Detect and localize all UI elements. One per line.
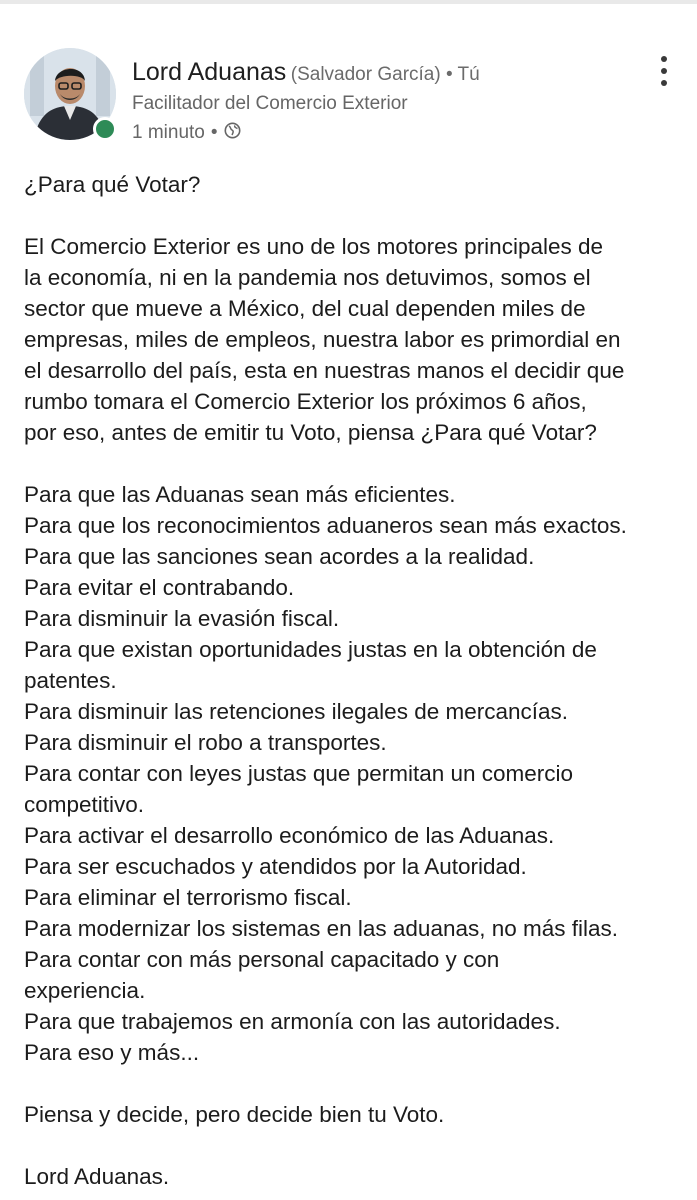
reason-line: Para que trabajemos en armonía con las autoridades. [24,1009,561,1034]
paragraph-line: el desarrollo del país, esta en nuestras manos el decidir que [24,358,625,383]
reason-line: Para modernizar los sistemas en las aduanas, no más filas. [24,916,619,941]
reason-line: Para que las sanciones sean acordes a la realidad. [24,544,535,569]
paragraph-line: El Comercio Exterior es uno de los motores principales de [24,234,604,259]
post-header [24,48,674,144]
reason-line: competitivo. [24,792,145,817]
post-body [24,169,686,1192]
signature: Lord Aduanas. [24,1164,170,1189]
reason-line: Para contar con más personal capacitado y con [24,947,500,972]
reason-line: Para disminuir las retenciones ilegales de mercancías. [24,699,569,724]
author-line[interactable] [132,58,480,87]
globe-icon [224,122,241,145]
paragraph-line: empresas, miles de empleos, nuestra labor es primordial en [24,327,621,352]
more-vertical-icon-dot [661,56,667,62]
reason-line: Para eso y más... [24,1040,200,1065]
post-time: 1 minuto [132,121,205,143]
paragraph-line: rumbo tomara el Comercio Exterior los próximos 6 años, [24,389,587,414]
paragraph-line: sector que mueve a México, del cual dependen miles de [24,296,586,321]
closing-line: Piensa y decide, pero decide bien tu Voto. [24,1102,445,1127]
more-vertical-icon-dot [661,80,667,86]
reason-line: Para disminuir el robo a transportes. [24,730,387,755]
online-status-indicator [93,117,117,141]
author-name[interactable]: Lord Aduanas [132,58,287,86]
reasons-list [24,479,686,1068]
reason-line: Para activar el desarrollo económico de las Aduanas. [24,823,555,848]
more-vertical-icon-dot [661,68,667,74]
reason-line: patentes. [24,668,117,693]
reason-line: Para que las Aduanas sean más eficientes. [24,482,456,507]
reason-line: Para disminuir la evasión fiscal. [24,606,340,631]
reason-line: Para contar con leyes justas que permitan un comercio [24,761,574,786]
reason-line: Para que existan oportunidades justas en la obtención de [24,637,597,662]
reason-line: Para ser escuchados y atendidos por la Autoridad. [24,854,527,879]
reason-line: Para eliminar el terrorismo fiscal. [24,885,352,910]
author-extra: (Salvador García) • Tú [290,64,480,85]
reason-line: Para que los reconocimientos aduaneros sean más exactos. [24,513,627,538]
paragraph-line: la economía, ni en la pandemia nos detuvimos, somos el [24,265,591,290]
reason-line: Para evitar el contrabando. [24,575,295,600]
post-question: ¿Para qué Votar? [24,172,201,197]
meta-separator: • [210,121,218,143]
author-headline: Facilitador del Comercio Exterior [132,93,408,114]
post-meta [132,120,241,145]
more-options-button[interactable] [654,56,674,86]
top-divider [0,0,697,4]
paragraph-line: por eso, antes de emitir tu Voto, piensa ¿Para qué Votar? [24,420,597,445]
reason-line: experiencia. [24,978,146,1003]
post-paragraph [24,231,686,448]
